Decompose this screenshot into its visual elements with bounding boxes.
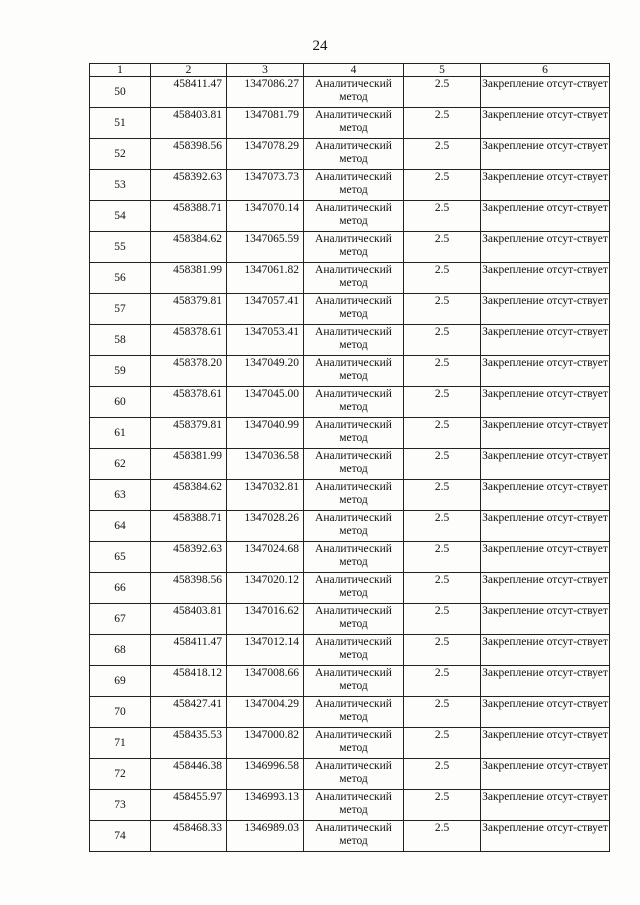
y-coordinate-cell: 1347061.82 [227,263,304,294]
note-cell: Закрепление отсут-ствует [481,759,610,790]
note-cell: Закрепление отсут-ствует [481,387,610,418]
column-header: 3 [227,64,304,77]
precision-cell: 2.5 [404,263,481,294]
precision-cell: 2.5 [404,604,481,635]
y-coordinate-cell: 1347070.14 [227,201,304,232]
precision-cell: 2.5 [404,790,481,821]
x-coordinate-cell: 458455.97 [151,790,227,821]
table-row [90,139,610,170]
point-number-cell: 56 [90,263,151,294]
x-coordinate-cell: 458381.99 [151,263,227,294]
point-number-cell: 59 [90,356,151,387]
x-coordinate-cell: 458392.63 [151,542,227,573]
method-cell: Аналитический метод [304,480,404,511]
note-cell: Закрепление отсут-ствует [481,511,610,542]
precision-cell: 2.5 [404,573,481,604]
point-number-cell: 60 [90,387,151,418]
precision-cell: 2.5 [404,325,481,356]
method-cell: Аналитический метод [304,759,404,790]
table-row [90,573,610,604]
y-coordinate-cell: 1347057.41 [227,294,304,325]
method-cell: Аналитический метод [304,604,404,635]
table-row [90,449,610,480]
y-coordinate-cell: 1346996.58 [227,759,304,790]
x-coordinate-cell: 458378.20 [151,356,227,387]
point-number-cell: 54 [90,201,151,232]
precision-cell: 2.5 [404,759,481,790]
point-number-cell: 66 [90,573,151,604]
method-cell: Аналитический метод [304,449,404,480]
x-coordinate-cell: 458381.99 [151,449,227,480]
point-number-cell: 64 [90,511,151,542]
x-coordinate-cell: 458403.81 [151,604,227,635]
y-coordinate-cell: 1347081.79 [227,108,304,139]
table-row [90,325,610,356]
y-coordinate-cell: 1346993.13 [227,790,304,821]
precision-cell: 2.5 [404,108,481,139]
y-coordinate-cell: 1347016.62 [227,604,304,635]
method-cell: Аналитический метод [304,697,404,728]
precision-cell: 2.5 [404,635,481,666]
y-coordinate-cell: 1347032.81 [227,480,304,511]
x-coordinate-cell: 458427.41 [151,697,227,728]
point-number-cell: 65 [90,542,151,573]
point-number-cell: 67 [90,604,151,635]
table-body [90,77,610,852]
point-number-cell: 69 [90,666,151,697]
x-coordinate-cell: 458379.81 [151,418,227,449]
method-cell: Аналитический метод [304,790,404,821]
method-cell: Аналитический метод [304,573,404,604]
table-row [90,77,610,108]
point-number-cell: 51 [90,108,151,139]
method-cell: Аналитический метод [304,387,404,418]
x-coordinate-cell: 458411.47 [151,635,227,666]
column-header: 6 [481,64,610,77]
note-cell: Закрепление отсут-ствует [481,232,610,263]
point-number-cell: 71 [90,728,151,759]
method-cell: Аналитический метод [304,201,404,232]
point-number-cell: 72 [90,759,151,790]
precision-cell: 2.5 [404,139,481,170]
note-cell: Закрепление отсут-ствует [481,697,610,728]
precision-cell: 2.5 [404,77,481,108]
x-coordinate-cell: 458378.61 [151,325,227,356]
x-coordinate-cell: 458398.56 [151,139,227,170]
method-cell: Аналитический метод [304,511,404,542]
method-cell: Аналитический метод [304,77,404,108]
note-cell: Закрепление отсут-ствует [481,666,610,697]
table-row [90,232,610,263]
x-coordinate-cell: 458446.38 [151,759,227,790]
point-number-cell: 63 [90,480,151,511]
method-cell: Аналитический метод [304,666,404,697]
column-header: 1 [90,64,151,77]
y-coordinate-cell: 1347073.73 [227,170,304,201]
coordinates-table [89,63,610,852]
note-cell: Закрепление отсут-ствует [481,325,610,356]
precision-cell: 2.5 [404,201,481,232]
precision-cell: 2.5 [404,387,481,418]
table-row [90,821,610,852]
point-number-cell: 57 [90,294,151,325]
x-coordinate-cell: 458392.63 [151,170,227,201]
y-coordinate-cell: 1347028.26 [227,511,304,542]
precision-cell: 2.5 [404,728,481,759]
note-cell: Закрепление отсут-ствует [481,790,610,821]
note-cell: Закрепление отсут-ствует [481,356,610,387]
table-row [90,635,610,666]
point-number-cell: 74 [90,821,151,852]
x-coordinate-cell: 458403.81 [151,108,227,139]
x-coordinate-cell: 458398.56 [151,573,227,604]
note-cell: Закрепление отсут-ствует [481,821,610,852]
precision-cell: 2.5 [404,480,481,511]
x-coordinate-cell: 458418.12 [151,666,227,697]
y-coordinate-cell: 1347065.59 [227,232,304,263]
note-cell: Закрепление отсут-ствует [481,170,610,201]
note-cell: Закрепление отсут-ствует [481,201,610,232]
point-number-cell: 73 [90,790,151,821]
note-cell: Закрепление отсут-ствует [481,449,610,480]
note-cell: Закрепление отсут-ствует [481,728,610,759]
table-row [90,418,610,449]
method-cell: Аналитический метод [304,542,404,573]
note-cell: Закрепление отсут-ствует [481,294,610,325]
point-number-cell: 62 [90,449,151,480]
precision-cell: 2.5 [404,542,481,573]
table-row [90,511,610,542]
y-coordinate-cell: 1347000.82 [227,728,304,759]
x-coordinate-cell: 458468.33 [151,821,227,852]
table-row [90,604,610,635]
precision-cell: 2.5 [404,418,481,449]
y-coordinate-cell: 1347020.12 [227,573,304,604]
method-cell: Аналитический метод [304,170,404,201]
note-cell: Закрепление отсут-ствует [481,604,610,635]
point-number-cell: 55 [90,232,151,263]
precision-cell: 2.5 [404,697,481,728]
table-row [90,697,610,728]
y-coordinate-cell: 1347004.29 [227,697,304,728]
note-cell: Закрепление отсут-ствует [481,573,610,604]
note-cell: Закрепление отсут-ствует [481,480,610,511]
column-header: 4 [304,64,404,77]
table-row [90,759,610,790]
y-coordinate-cell: 1347078.29 [227,139,304,170]
table-row [90,790,610,821]
method-cell: Аналитический метод [304,139,404,170]
precision-cell: 2.5 [404,294,481,325]
x-coordinate-cell: 458384.62 [151,480,227,511]
table-row [90,263,610,294]
table-row [90,201,610,232]
table-row [90,542,610,573]
y-coordinate-cell: 1347036.58 [227,449,304,480]
table-row [90,170,610,201]
x-coordinate-cell: 458435.53 [151,728,227,759]
method-cell: Аналитический метод [304,635,404,666]
page-number: 24 [312,38,328,54]
y-coordinate-cell: 1347049.20 [227,356,304,387]
point-number-cell: 70 [90,697,151,728]
precision-cell: 2.5 [404,232,481,263]
precision-cell: 2.5 [404,666,481,697]
table-row [90,294,610,325]
note-cell: Закрепление отсут-ствует [481,418,610,449]
table-header-row [90,64,610,77]
point-number-cell: 58 [90,325,151,356]
y-coordinate-cell: 1347040.99 [227,418,304,449]
x-coordinate-cell: 458411.47 [151,77,227,108]
note-cell: Закрепление отсут-ствует [481,635,610,666]
note-cell: Закрепление отсут-ствует [481,77,610,108]
point-number-cell: 52 [90,139,151,170]
method-cell: Аналитический метод [304,821,404,852]
y-coordinate-cell: 1347008.66 [227,666,304,697]
y-coordinate-cell: 1347053.41 [227,325,304,356]
x-coordinate-cell: 458384.62 [151,232,227,263]
precision-cell: 2.5 [404,449,481,480]
x-coordinate-cell: 458388.71 [151,511,227,542]
table-row [90,387,610,418]
note-cell: Закрепление отсут-ствует [481,139,610,170]
method-cell: Аналитический метод [304,108,404,139]
table-row [90,108,610,139]
method-cell: Аналитический метод [304,418,404,449]
x-coordinate-cell: 458388.71 [151,201,227,232]
x-coordinate-cell: 458379.81 [151,294,227,325]
method-cell: Аналитический метод [304,232,404,263]
method-cell: Аналитический метод [304,356,404,387]
method-cell: Аналитический метод [304,728,404,759]
method-cell: Аналитический метод [304,325,404,356]
table-row [90,480,610,511]
note-cell: Закрепление отсут-ствует [481,263,610,294]
y-coordinate-cell: 1347024.68 [227,542,304,573]
point-number-cell: 61 [90,418,151,449]
table-row [90,356,610,387]
precision-cell: 2.5 [404,821,481,852]
precision-cell: 2.5 [404,356,481,387]
x-coordinate-cell: 458378.61 [151,387,227,418]
table-row [90,666,610,697]
method-cell: Аналитический метод [304,294,404,325]
column-header: 5 [404,64,481,77]
table-row [90,728,610,759]
y-coordinate-cell: 1347086.27 [227,77,304,108]
precision-cell: 2.5 [404,170,481,201]
column-header: 2 [151,64,227,77]
note-cell: Закрепление отсут-ствует [481,108,610,139]
method-cell: Аналитический метод [304,263,404,294]
point-number-cell: 53 [90,170,151,201]
precision-cell: 2.5 [404,511,481,542]
point-number-cell: 50 [90,77,151,108]
y-coordinate-cell: 1347012.14 [227,635,304,666]
y-coordinate-cell: 1346989.03 [227,821,304,852]
note-cell: Закрепление отсут-ствует [481,542,610,573]
y-coordinate-cell: 1347045.00 [227,387,304,418]
point-number-cell: 68 [90,635,151,666]
